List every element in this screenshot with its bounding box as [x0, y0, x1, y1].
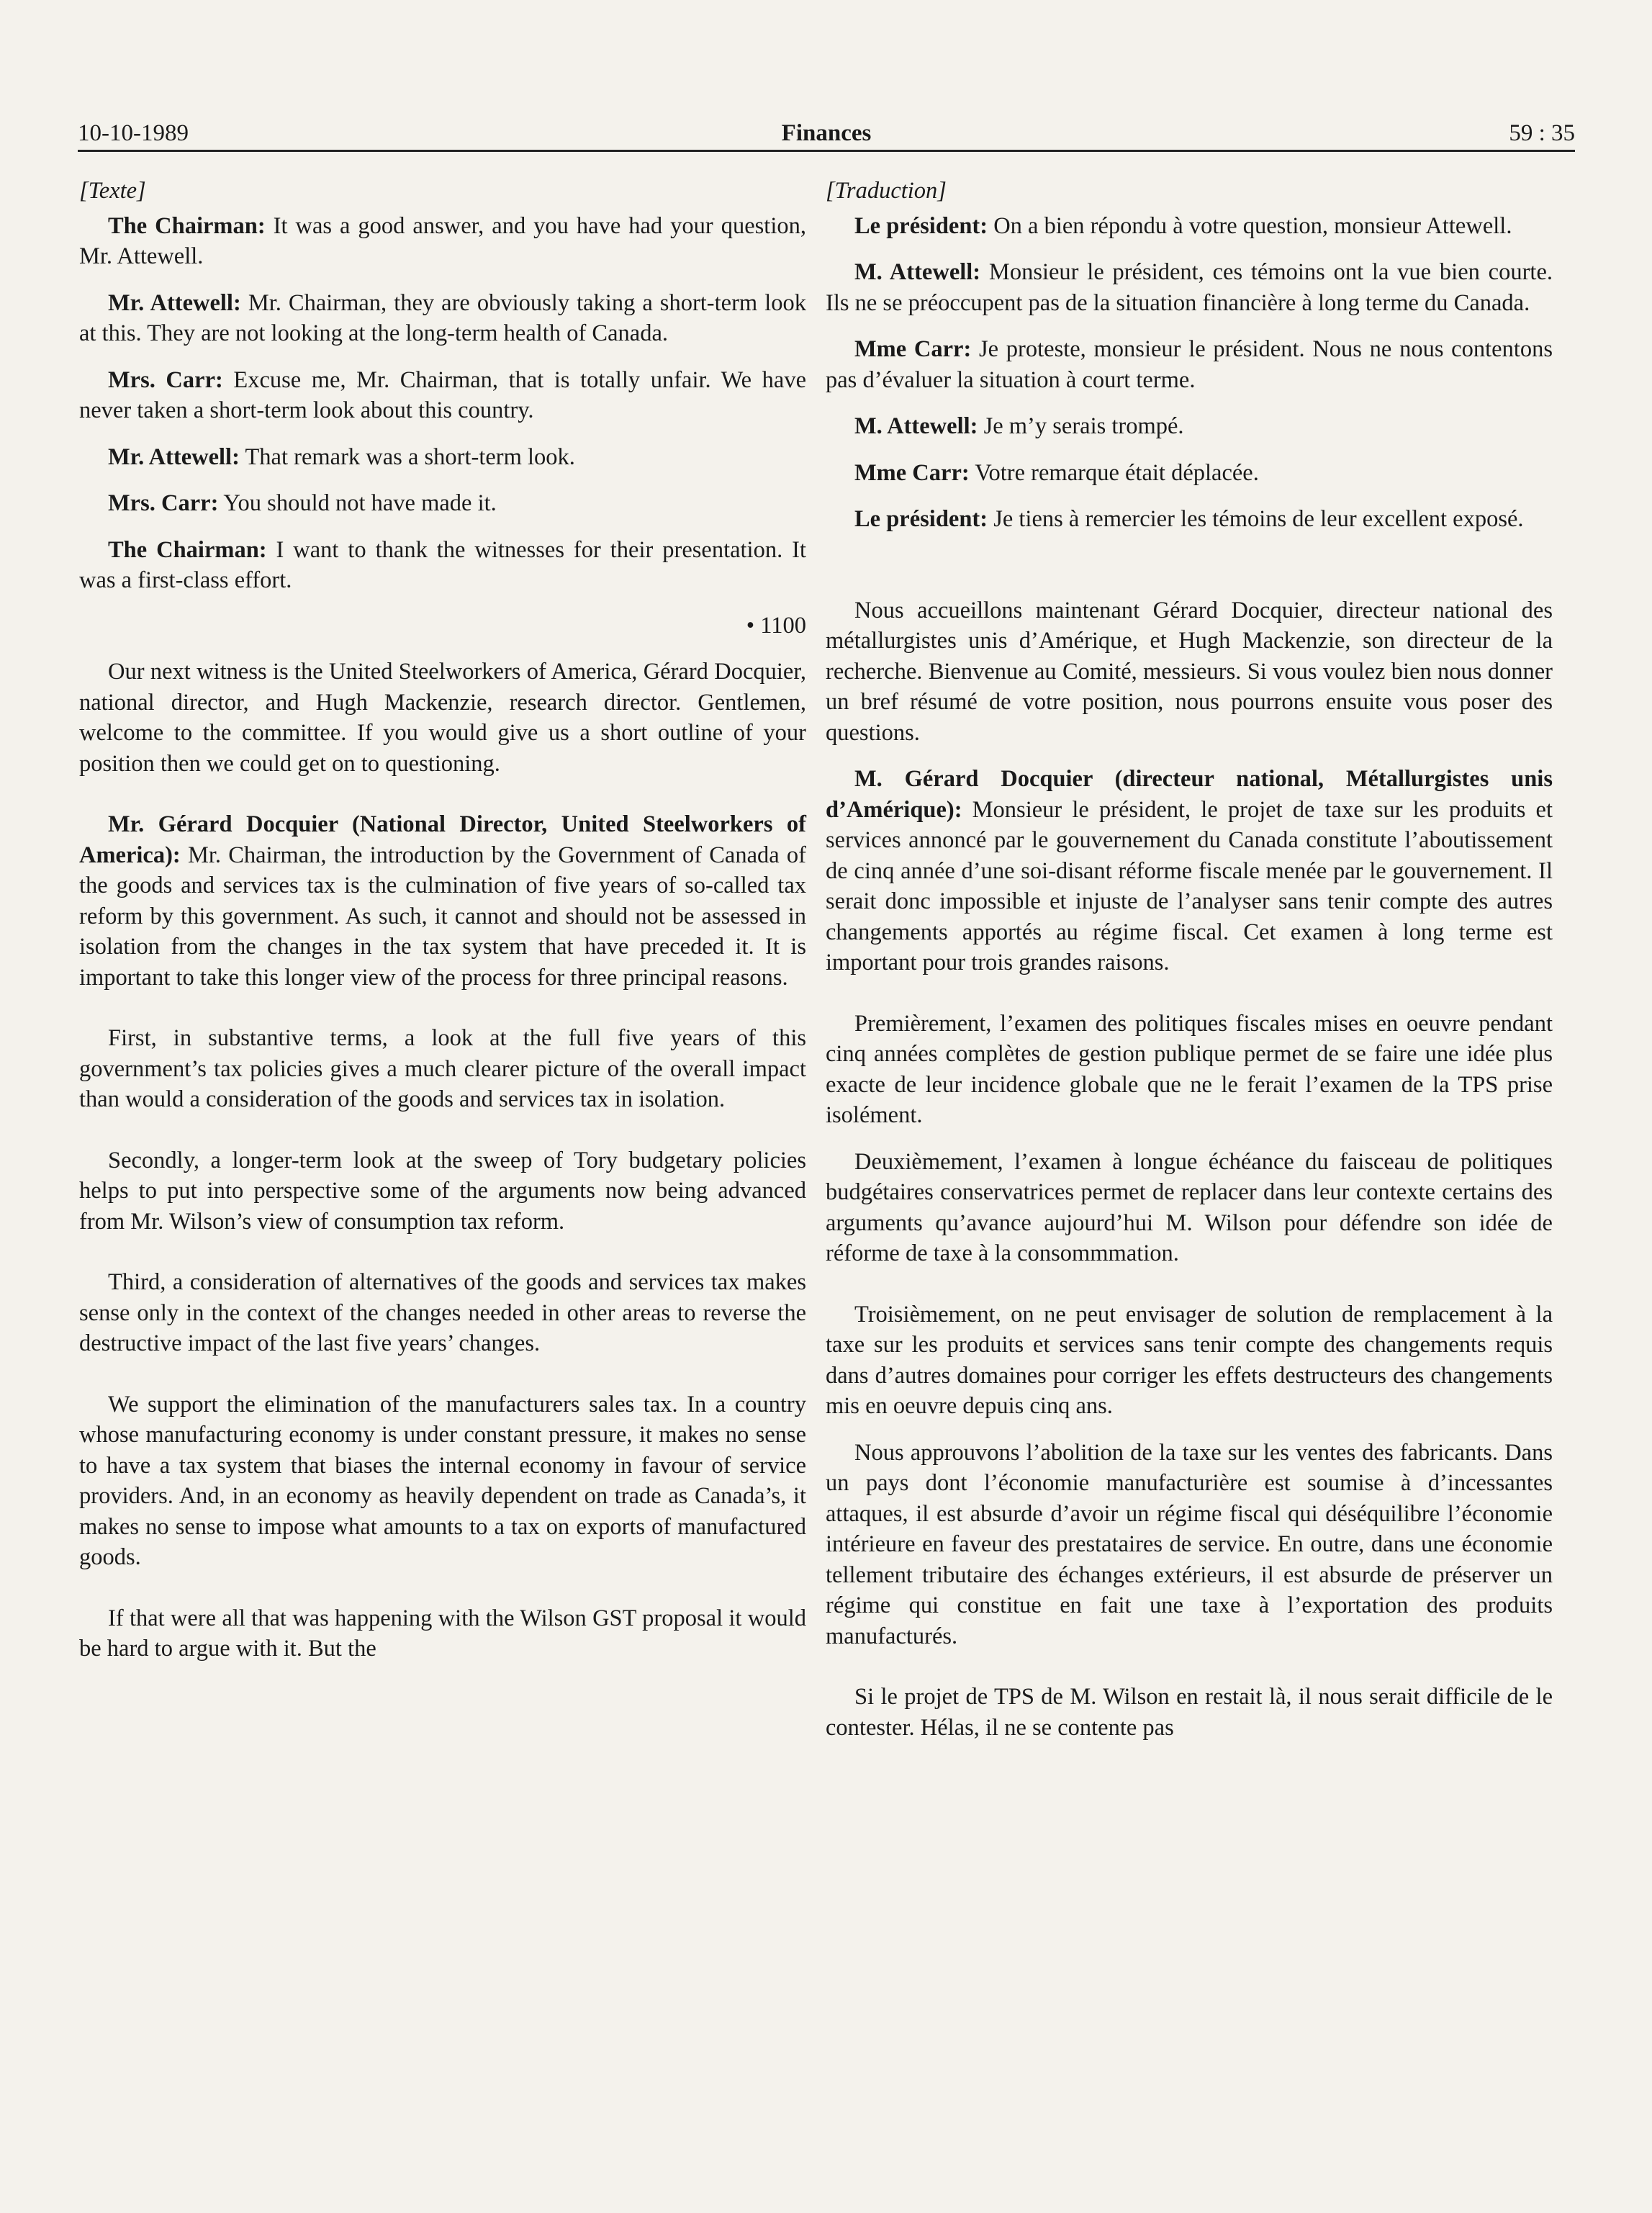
page-header — [78, 114, 1575, 152]
paragraph — [79, 488, 806, 519]
paragraph — [826, 1009, 1553, 1131]
speaker: Mr. Attewell: — [108, 443, 240, 470]
speaker: Le président: — [854, 212, 988, 239]
speaker: Mme Carr: — [854, 459, 970, 486]
header-title: Finances — [781, 120, 872, 146]
paragraph-text: Deuxièmement, l’examen à longue échéance du faisceau de politiques budgétaires conservatrices permet de replacer dans leur contexte certains des arguments qu’avance aujourd’hui M. Wilson pour défendre son idée de réforme de taxe à la consommmation. — [826, 1148, 1553, 1266]
paragraph-text: If that were all that was happening with the Wilson GST proposal it would be hard to argue with it. But the — [79, 1605, 806, 1662]
paragraph-text: I want to thank the witnesses for their presentation. It was a first-class effort. — [79, 536, 806, 593]
speaker: Mrs. Carr: — [108, 366, 223, 393]
paragraph-text: Third, a consideration of alternatives of the goods and services tax makes sense only in the context of the changes needed in other areas to reverse the destructive impact of the last five years’ changes. — [79, 1269, 806, 1356]
paragraph — [79, 1389, 806, 1573]
paragraph — [79, 1145, 806, 1238]
paragraph — [826, 1299, 1553, 1422]
paragraph — [79, 657, 806, 779]
paragraph-text: That remark was a short-term look. — [239, 443, 575, 470]
paragraph-text: Votre remarque était déplacée. — [969, 459, 1259, 486]
paragraph — [79, 1267, 806, 1359]
paragraph — [79, 1603, 806, 1664]
paragraph-text: On a bien répondu à votre question, monsieur Attewell. — [988, 212, 1512, 239]
paragraph-text: Je tiens à remercier les témoins de leur excellent exposé. — [988, 506, 1524, 532]
paragraph-text: Troisièmement, on ne peut envisager de solution de remplacement à la taxe sur les produits et services sans tenir compte des changements requis dans d’autres domaines pour corriger les effets destructeurs des changements mis en oeuvre depuis cinq ans. — [826, 1301, 1553, 1419]
paragraph-text: Nous approuvons l’abolition de la taxe sur les ventes des fabricants. Dans un pays dont l’économie manufacturière est soumise à d’incessantes attaques, il est absurde d’avoir un régime fiscal qui déséquilibre l’économie intérieure en faveur des prestataires de service. En outre, dans une économie tellement tributaire des échanges extérieurs, il est absurde de préserver un régime qui constitue en fait une taxe à l’exportation des produits manufacturés. — [826, 1439, 1553, 1649]
paragraph — [826, 334, 1553, 395]
speaker: Mme Carr: — [854, 336, 972, 362]
speaker: M. Attewell: — [854, 259, 981, 285]
speaker: Mr. Attewell: — [108, 289, 241, 316]
language-tag: [Texte] — [79, 178, 146, 204]
paragraph-text: Nous accueillons maintenant Gérard Docquier, directeur national des métallurgistes unis d’Amérique, et Hugh Mackenzie, son directeur de la recherche. Bienvenue au Comité, messieurs. Si vous voulez bien nous donner un bref résumé de votre position, nous pourrons ensuite vous poser des questions. — [826, 597, 1553, 746]
paragraph-text: Je proteste, monsieur le président. Nous ne nous contentons pas d’évaluer la situation à court terme. — [826, 336, 1553, 393]
paragraph-text: We support the elimination of the manufacturers sales tax. In a country whose manufacturing economy is under constant pressure, it makes no sense to have a tax system that biases the internal economy in favour of service providers. And, in an economy as heavily dependent on trade as Canada’s, it makes no sense to impose what amounts to a tax on exports of manufactured goods. — [79, 1391, 806, 1570]
french-column — [826, 176, 1553, 1743]
paragraph — [826, 1438, 1553, 1652]
paragraph — [79, 809, 806, 993]
paragraph — [79, 365, 806, 426]
speaker: Mr. Gérard Docquier (National Director, United Steelworkers of America): — [79, 811, 806, 868]
paragraph — [826, 764, 1553, 978]
paragraph — [826, 1147, 1553, 1269]
paragraph-text: Monsieur le président, ces témoins ont la vue bien courte. Ils ne se préoccupent pas de la situation financière à long terme du Canada. — [826, 259, 1553, 316]
paragraph — [826, 257, 1553, 318]
paragraph-text: Mr. Chairman, they are obviously taking a short-term look at this. They are not looking at the long-term health of Canada. — [79, 289, 806, 346]
paragraph — [826, 595, 1553, 749]
paragraph-text: Monsieur le président, le projet de taxe sur les produits et services annoncé par le gouvernement du Canada constitute l’aboutissement de cinq année d’une soi-disant réforme fiscale menée par le gouvernement. Il serait donc impossible et injuste de l’analyser sans tenir compte des autres changements apportés au régime fiscal. Cet examen à long terme est important pour trois grandes raisons. — [826, 796, 1553, 975]
paragraph — [826, 211, 1553, 242]
paragraph — [79, 535, 806, 596]
paragraph — [79, 1023, 806, 1115]
header-page-number: 59 : 35 — [1509, 120, 1575, 146]
speaker: Le président: — [854, 506, 988, 532]
speaker: M. Gérard Docquier (directeur national, Métallurgistes unis d’Amérique): — [826, 766, 1553, 823]
speaker: The Chairman: — [108, 212, 266, 239]
paragraph-text: First, in substantive terms, a look at the full five years of this government’s tax policies gives a much clearer picture of the overall impact than would a consideration of the goods and services tax in isolation. — [79, 1025, 806, 1112]
english-column — [79, 176, 806, 1664]
paragraph — [826, 458, 1553, 489]
paragraph-text: You should not have made it. — [218, 490, 497, 516]
paragraph-text: It was a good answer, and you have had your question, Mr. Attewell. — [79, 212, 806, 269]
paragraph — [79, 442, 806, 473]
speaker: The Chairman: — [108, 536, 267, 563]
paragraph — [826, 1682, 1553, 1743]
speaker: M. Attewell: — [854, 413, 978, 439]
header-date: 10-10-1989 — [78, 120, 189, 146]
paragraph-text: Excuse me, Mr. Chairman, that is totally unfair. We have never taken a short-term look about this country. — [79, 366, 806, 423]
paragraph-text: Mr. Chairman, the introduction by the Government of Canada of the goods and services tax is the culmination of five years of so-called tax reform by this government. As such, it cannot and should not be assessed in isolation from the changes in the tax system that have preceded it. It is important to take this longer view of the process for three principal reasons. — [79, 842, 806, 991]
paragraph-text: Je m’y serais trompé. — [978, 413, 1184, 439]
paragraph — [79, 288, 806, 349]
speaker: Mrs. Carr: — [108, 490, 219, 516]
paragraph-text: Si le projet de TPS de M. Wilson en restait là, il nous serait difficile de le contester. Hélas, il ne se contente pas — [826, 1684, 1553, 1741]
paragraph-text: Premièrement, l’examen des politiques fiscales mises en oeuvre pendant cinq années complètes de gestion publique permet de se faire une idée plus exacte de leur incidence globale que ne le ferait l’examen de la TPS prise isolément. — [826, 1010, 1553, 1128]
paragraph-text: Secondly, a longer-term look at the sweep of Tory budgetary policies helps to put into perspective some of the arguments now being advanced from Mr. Wilson’s view of consumption tax reform. — [79, 1147, 806, 1235]
paragraph — [79, 211, 806, 272]
time-marker: • 1100 — [746, 612, 806, 639]
language-tag: [Traduction] — [826, 178, 947, 204]
paragraph — [826, 504, 1553, 535]
paragraph-text: Our next witness is the United Steelworkers of America, Gérard Docquier, national director, and Hugh Mackenzie, research director. Gentlemen, welcome to the committee. If you would give us a short outline of your position then we could get on to questioning. — [79, 659, 806, 777]
paragraph — [826, 411, 1553, 442]
